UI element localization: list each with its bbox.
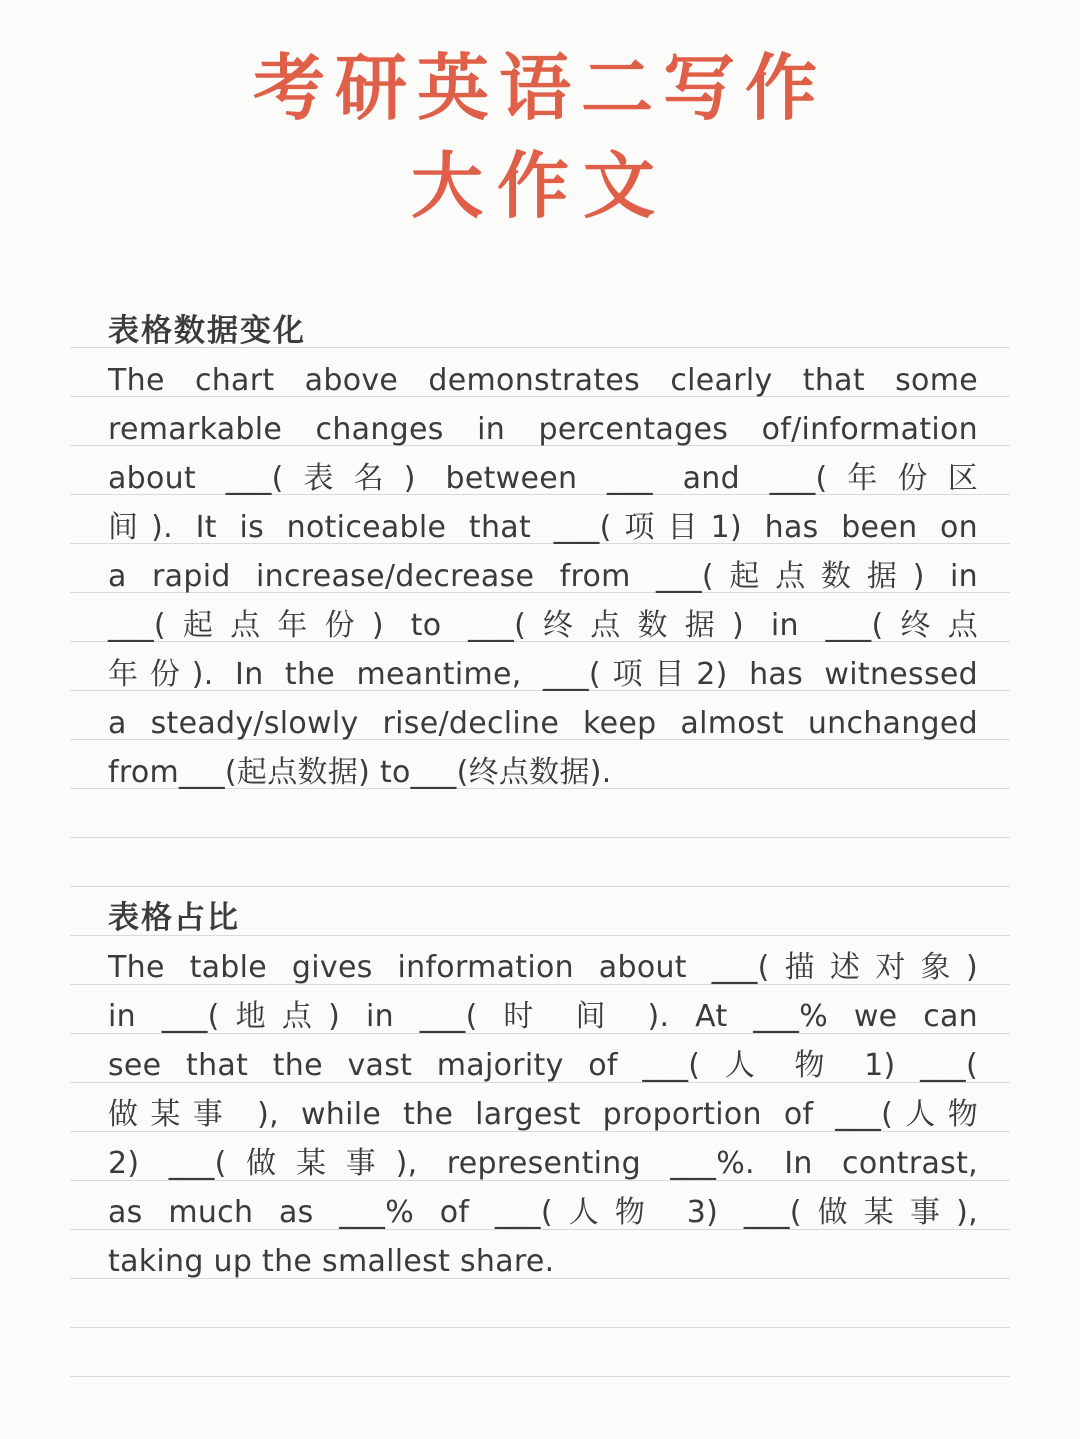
text-line: 做某事 ), while the largest proportion of ___(人物 — [108, 1097, 978, 1132]
text-line: as much as ___% of ___(人物 3) ___(做某事), — [108, 1195, 978, 1230]
text-line: The chart above demonstrates clearly that some — [108, 363, 978, 398]
text-line: The table gives information about ___(描述对象) — [108, 950, 978, 985]
text-line: ___(起点年份) to ___(终点数据) in ___(终点 — [108, 608, 978, 643]
rule-line — [70, 837, 1010, 838]
section-heading: 表格数据变化 — [108, 313, 306, 349]
rule-line — [70, 1376, 1010, 1377]
section-table-data-change — [108, 307, 978, 797]
rule-line — [70, 886, 1010, 887]
text-line: about ___(表名) between ___ and ___(年份区 — [108, 461, 978, 496]
text-line: from___(起点数据) to___(终点数据). — [108, 755, 612, 790]
text-line: remarkable changes in percentages of/information — [108, 412, 978, 447]
rule-line — [70, 1327, 1010, 1328]
text-line: in ___(地点) in ___( 时 间 ). At ___% we can — [108, 999, 978, 1034]
text-line: taking up the smallest share. — [108, 1244, 555, 1279]
text-line: 间). It is noticeable that ___(项目1) has been on — [108, 510, 978, 545]
text-line: see that the vast majority of ___( 人 物 1) ___( — [108, 1048, 978, 1083]
text-line: a rapid increase/decrease from ___(起点数据) in — [108, 559, 978, 594]
text-line: 年份). In the meantime, ___(项目2) has witnessed — [108, 657, 978, 692]
text-line: 2) ___(做某事), representing ___%. In contrast, — [108, 1146, 978, 1181]
page-title-line-2: 大作文 — [410, 144, 669, 228]
section-table-proportion — [108, 894, 978, 1286]
page-title-line-1: 考研英语二写作 — [252, 46, 827, 130]
section-heading: 表格占比 — [108, 900, 240, 936]
text-line: a steady/slowly rise/decline keep almost unchanged — [108, 706, 978, 741]
